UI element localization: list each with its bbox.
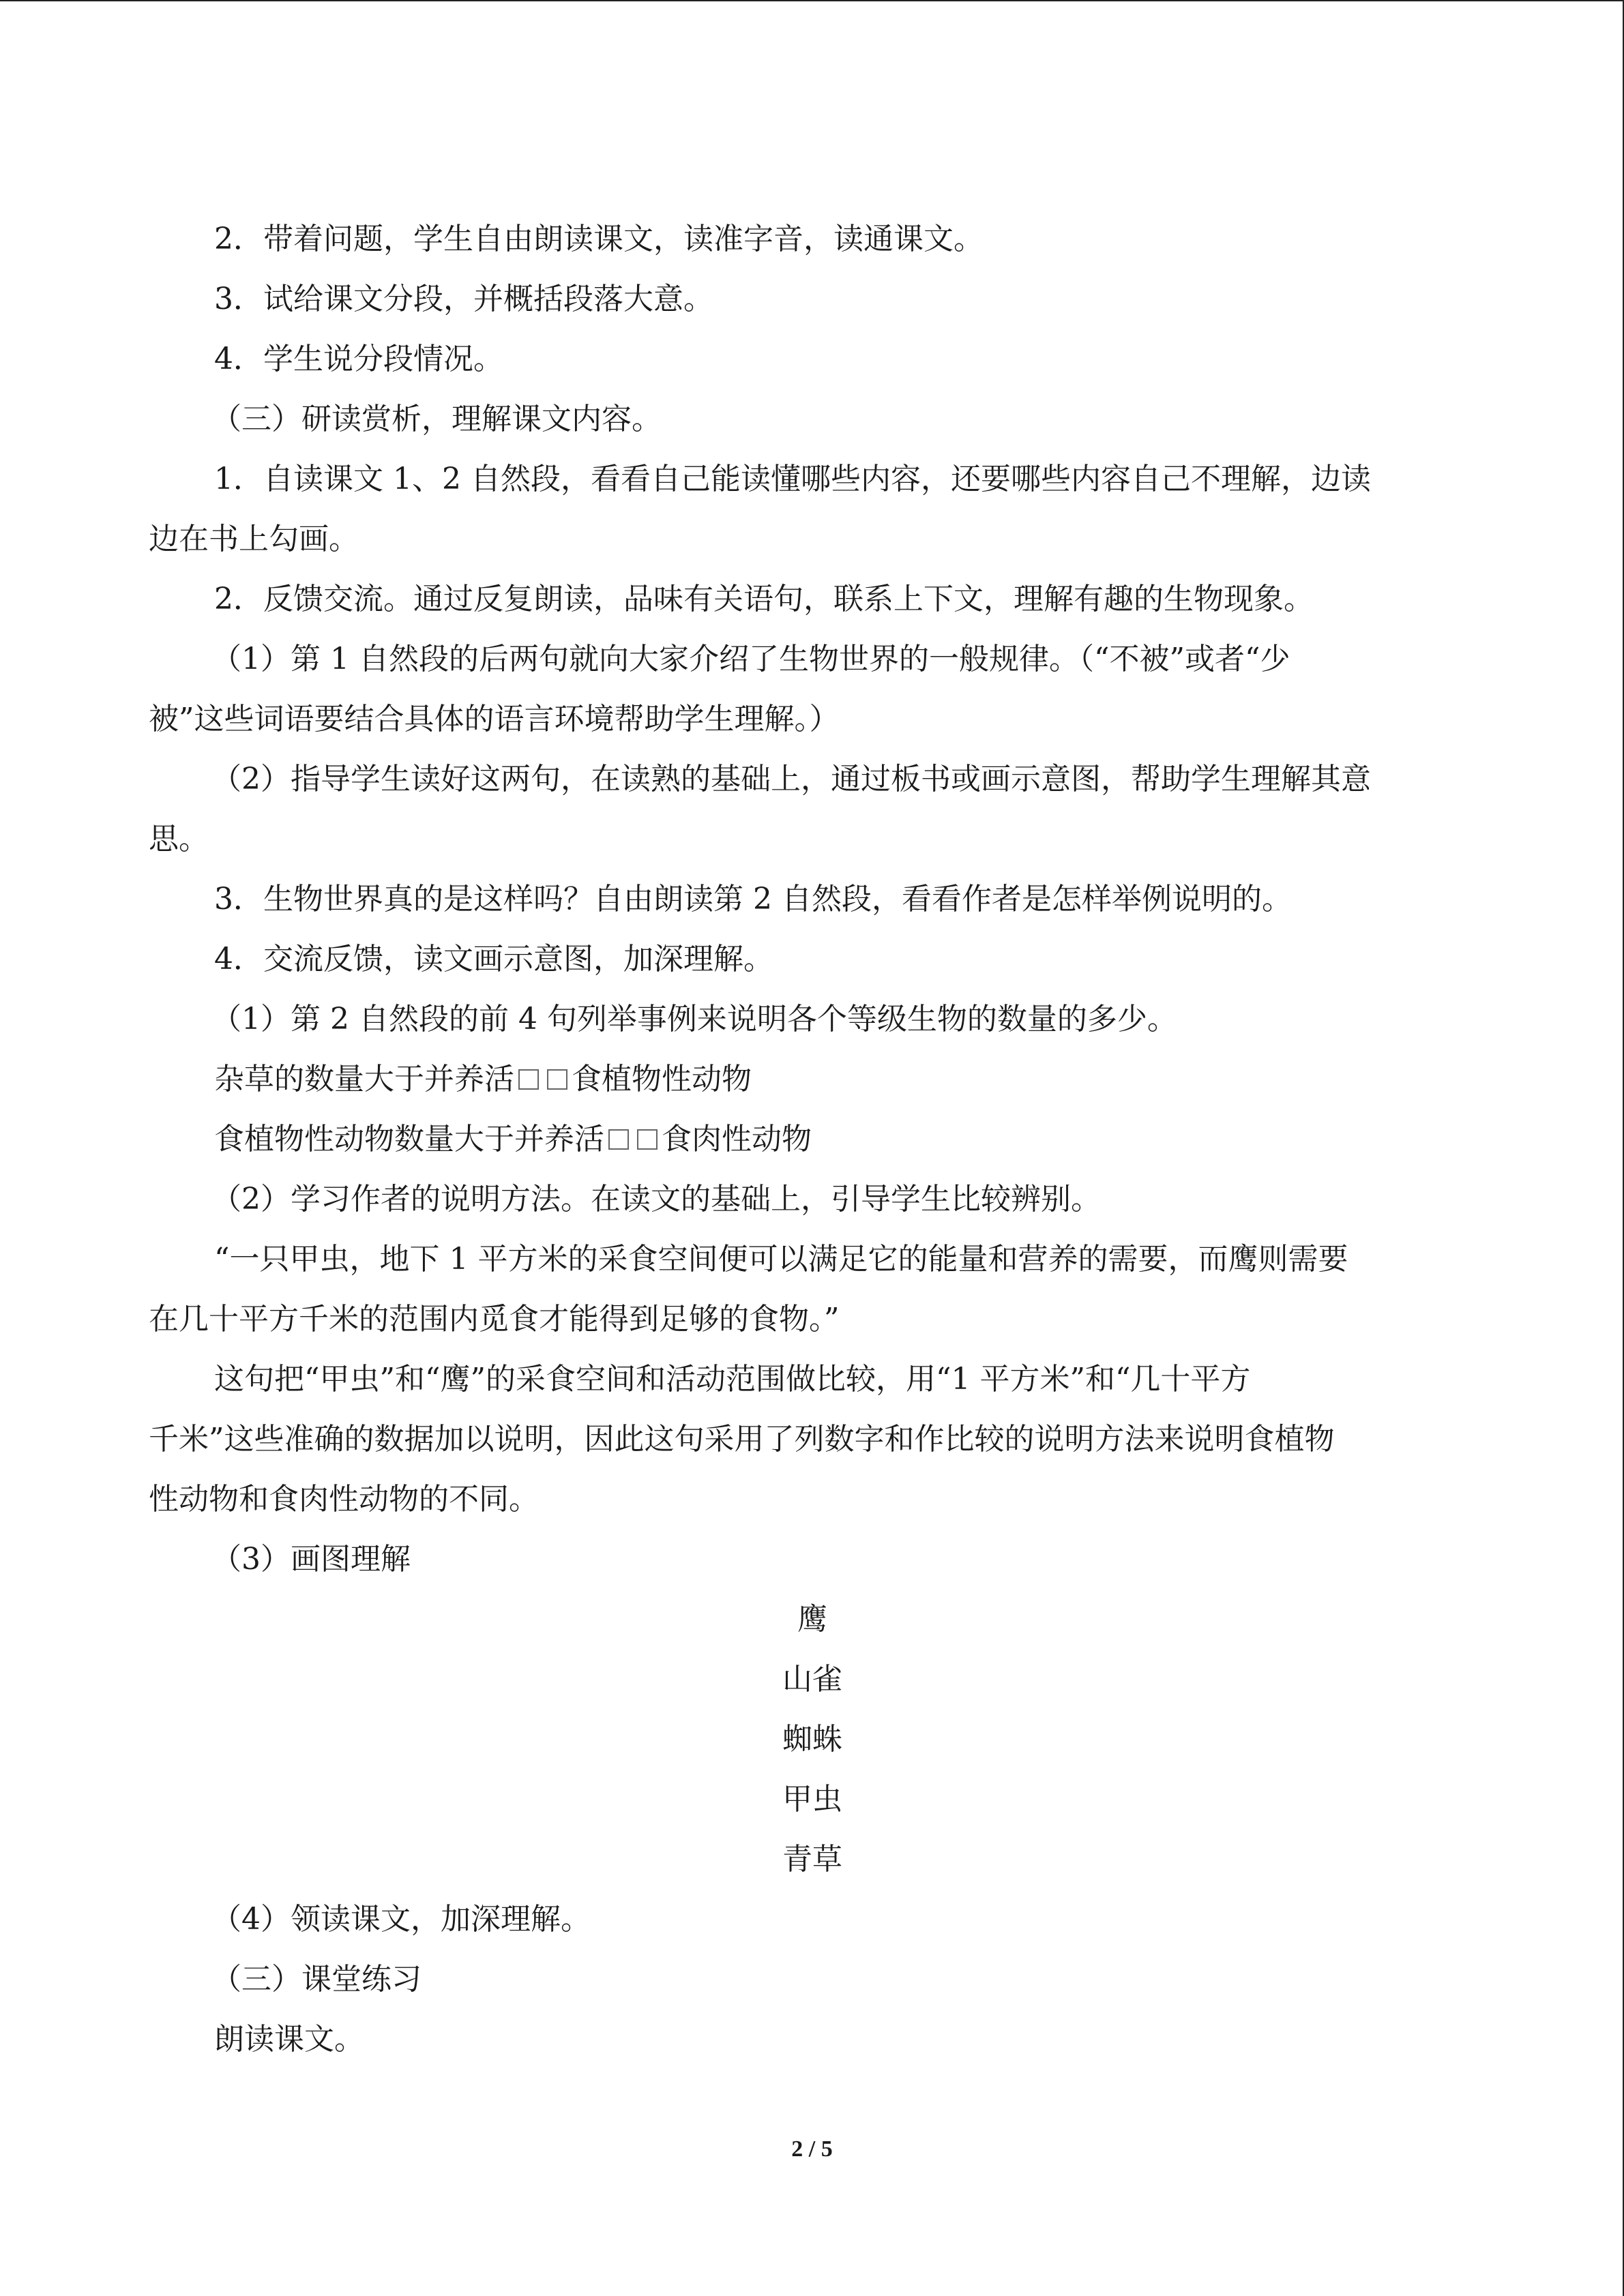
paragraph-line: 边在书上勾画。 — [149, 522, 359, 556]
relation-left: 杂草的数量大于并养活 — [214, 1062, 514, 1097]
diagram-item: 甲虫 — [782, 1782, 842, 1817]
paragraph-line: 4．交流反馈，读文画示意图，加深理解。 — [214, 942, 773, 976]
paragraph-line: 这句把“甲虫”和“鹰”的采食空间和活动范围做比较，用“1 平方米”和“几十平方 — [214, 1362, 1251, 1397]
paragraph-line: 3．试给课文分段，并概括段落大意。 — [214, 282, 713, 316]
paragraph-line: （3）画图理解 — [211, 1542, 411, 1577]
document-body — [149, 209, 1476, 2070]
diagram-item: 鹰 — [797, 1602, 827, 1637]
section-heading: （三）研读赏析，理解课文内容。 — [211, 402, 662, 436]
food-chain-diagram — [149, 1590, 1476, 1890]
paragraph-line: 被”这些词语要结合具体的语言环境帮助学生理解。） — [149, 702, 840, 736]
relation-line-2 — [149, 1109, 1476, 1169]
quote-line: 在几十平方千米的范围内觅食才能得到足够的食物。” — [149, 1302, 840, 1337]
relation-line-1 — [149, 1049, 1476, 1109]
relation-right: 食植物性动物 — [572, 1062, 752, 1097]
paragraph-line: 朗读课文。 — [214, 2022, 364, 2057]
paragraph-line: 千米”这些准确的数据加以说明，因此这句采用了列数字和作比较的说明方法来说明食植物 — [149, 1422, 1335, 1457]
paragraph-line: （1）第 2 自然段的前 4 句列举事例来说明各个等级生物的数量的多少。 — [211, 1002, 1177, 1037]
relation-left: 食植物性动物数量大于并养活 — [214, 1122, 604, 1157]
paragraph-line: 性动物和食肉性动物的不同。 — [149, 1482, 539, 1517]
paragraph-line: 1．自读课文 1、2 自然段，看看自己能读懂哪些内容，还要哪些内容自己不理解，边读 — [214, 462, 1371, 496]
placeholder-box — [608, 1129, 629, 1150]
diagram-item: 青草 — [782, 1842, 842, 1877]
placeholder-box — [518, 1069, 539, 1090]
paragraph-line: 2．带着问题，学生自由朗读课文，读准字音，读通课文。 — [214, 222, 984, 256]
placeholder-box — [637, 1129, 658, 1150]
paragraph-line: （1）第 1 自然段的后两句就向大家介绍了生物世界的一般规律。（“不被”或者“少 — [211, 642, 1290, 676]
placeholder-box — [547, 1069, 567, 1090]
paragraph-line: （2）学习作者的说明方法。在读文的基础上，引导学生比较辨别。 — [211, 1182, 1101, 1217]
paragraph-line: 3．生物世界真的是这样吗？自由朗读第 2 自然段，看看作者是怎样举例说明的。 — [214, 882, 1292, 916]
page-number: 2 / 5 — [791, 2136, 833, 2162]
paragraph-line: 4．学生说分段情况。 — [214, 342, 503, 376]
quote-line: “一只甲虫，地下 1 平方米的采食空间便可以满足它的能量和营养的需要，而鹰则需要 — [214, 1242, 1348, 1277]
diagram-item: 山雀 — [782, 1662, 842, 1697]
relation-right: 食肉性动物 — [662, 1122, 812, 1157]
paragraph-line: （4）领读课文，加深理解。 — [211, 1902, 591, 1937]
diagram-item: 蜘蛛 — [782, 1722, 842, 1757]
section-heading: （三）课堂练习 — [211, 1962, 422, 1997]
paragraph-line: 思。 — [149, 822, 209, 856]
paragraph-line: 2．反馈交流。通过反复朗读，品味有关语句，联系上下文，理解有趣的生物现象。 — [214, 582, 1314, 616]
paragraph-line: （2）指导学生读好这两句，在读熟的基础上，通过板书或画示意图，帮助学生理解其意 — [211, 762, 1371, 796]
